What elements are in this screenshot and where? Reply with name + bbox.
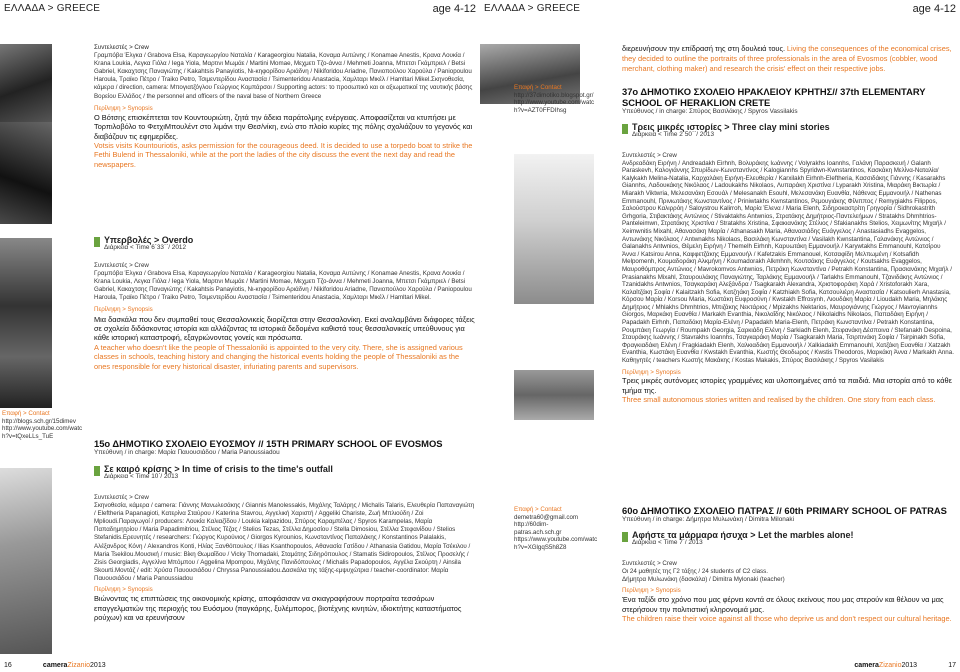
contact-url[interactable]: http://60dim-patras.ach.sch.gr xyxy=(514,521,562,536)
photo-film1-a xyxy=(0,44,52,122)
school4-title: 37ο ΔΗΜΟΤΙΚΟ ΣΧΟΛΕΙΟ ΗΡΑΚΛΕΙΟΥ ΚΡΗΤΗΣ// 37th ELEMENTARY SCHOOL OF HERAKLION CRETE xyxy=(622,86,926,108)
film2-marker xyxy=(94,237,100,247)
film4-synopsis-en: Three small autonomous stories written and realised by the children. One story from each class. xyxy=(622,395,936,405)
right-year: 2013 xyxy=(901,662,918,669)
film4-head xyxy=(632,123,954,139)
film5-crew-label: Συντελεστές > Crew xyxy=(622,560,677,567)
right-continuation-gr: διερευνήσουν την επίδρασή της στη δουλειά τους. xyxy=(622,44,786,53)
film2-synopsis-gr: Μια δασκάλα που δεν συμπαθεί τους Θεσσαλονικείς διορίζεται στην Θεσσαλονίκη. Εκεί αναλαμβάνει διάφορες τάξεις σε σχολεία διδάσκοντας ιστορία και αλλάζοντας τα ιστορικά δεδομένα καθιστά τους θεσσαλονικείς υπεύθυνους για κάθε ιστορική καταστροφή, εξαγριώνοντας γονείς και πρόσωπα. xyxy=(94,314,475,343)
film5-synopsis-label: Περίληψη > Synopsis xyxy=(622,587,681,595)
contact-url[interactable]: h?v=tQxeLLs_TuE xyxy=(2,432,54,440)
film3-text xyxy=(94,494,476,622)
right-contact-1 xyxy=(514,84,594,114)
contact-url[interactable]: http://blogs.sch.gr/15dimev xyxy=(2,417,76,425)
school5-incharge: Υπεύθυνη / in charge: Δήμητρα Μυλωνάκη / Dimitra Milonaki xyxy=(622,516,794,523)
school5-block xyxy=(622,505,954,524)
left-contact xyxy=(2,410,83,440)
film2-crew-text: Γραμπόβα Έλγκα / Grabova Elsa, Καραγεωργίου Ναταλία / Karageorgiou Natalia, Κοναμα Αυτώνης / Konamae Anestis, Κρανα Λουκία / Krana Loukia, Λεγκα Γιόλα / Ιega Yiola, Μαρτινι Μωμάε / Martini Momae, Μεχμετι Τζο-άννα / Mehmeti Joanna, Μπετσι Γκάμπριελ / Betsi Gabriel, Κακαχτσης Παναγιώτης / Kakahtsis Panayiotis, Νι-κηφορίδου Αριάδνη / Nikiforidou Ariadne, Πανιοπούλου Χαρούλα / Paniopoulou Haroula, Τραϊκο Πέτρο / Traiko Petro, Τσιμεντερίδου Αναστασία / Tsimenteridou Anastacia, Χαμλταρι Μικέλ / Hamltari Mikel. xyxy=(94,270,472,302)
film2-synopsis-label: Περίληψη > Synopsis xyxy=(94,306,153,314)
film3-synopsis-gr: Βιώνοντας τις επιπτώσεις της οικονομικής κρίσης, αποφάσισαν να σκιαγραφήσουν πορτραίτα τεσσάρων επαγγελματιών της περιοχής του Ευόσμου (παγκάρης, ξυλέμπορος, βιοτέχνης κινητών, ιδιοκτήτης καταστήματος ρούχων) και να ερευνήσουν xyxy=(94,594,462,622)
film5-title: Αφήστε τα μάρμαρα ήσυχα > Let the marbles alone! xyxy=(632,530,854,540)
film1-synopsis-en: Votsis visits Kountouriotis, asks permission for the courageous deed. It is decided to use a torpedo boat to strike the Fethi Bulend in Thessaloniki, while at the port the ladies of the city discuss the event the next day and read the newspapers. xyxy=(94,140,473,169)
contact-url[interactable]: h?v=XGlgqS5h8Z8 xyxy=(514,543,567,551)
film3-synopsis-label: Περίληψη > Synopsis xyxy=(94,586,153,594)
left-year: 2013 xyxy=(90,662,106,669)
right-page-number: 17 xyxy=(948,662,956,669)
photo-film3 xyxy=(0,468,52,654)
film2-duration: Διάρκεια < Time 6΄33΄΄/ 2012 xyxy=(104,244,187,252)
contact-url[interactable]: http://37dimotiko.blogspot.gr/ xyxy=(514,91,594,99)
right-brand-a: camera xyxy=(854,662,879,669)
film3-head xyxy=(104,465,476,481)
right-page xyxy=(480,0,960,672)
contact-label: Επαφή > Contact xyxy=(2,410,50,417)
school3-incharge: Υπεύθυνη / in charge: Μαρία Παυουσιάδου / Maria Panoussiadou xyxy=(94,449,280,456)
school3-block xyxy=(94,438,476,457)
photo-school4 xyxy=(514,154,594,304)
film4-crew-label: Συντελεστές > Crew xyxy=(622,152,677,159)
left-footer xyxy=(4,662,106,669)
left-brand-b: Zizanio xyxy=(67,662,91,669)
contact-url[interactable]: http://www.youtube.com/watc xyxy=(2,425,83,433)
film4-synopsis-label: Περίληψη > Synopsis xyxy=(622,368,681,376)
film4-title: Τρεις μικρές ιστορίες > Three clay mini stories xyxy=(632,122,830,132)
film1-synopsis-gr: Ο Βότσης επισκέπτεται τον Κουντουριώτη, ζητά την άδεια παράτολμης ενέργειας. Αποφασίζεται να κτυπήσει με Τορπιλοβόλο το ΦετχιΜπουλέντ στο λιμάνι την Θεσ/νίκη, ενώ στο πλοίο κυρίες της πόλης σχολιάζουν το γεγονός και διαβάζουν τις εφημερίδες. xyxy=(94,112,473,141)
school3-title: 15ο ΔΗΜΟΤΙΚΟ ΣΧΟΛΕΙΟ ΕΥΟΣΜΟΥ // 15TH PRIMARY SCHOOL OF EVOSMOS xyxy=(94,438,443,449)
contact-email[interactable]: demetra60@gmail.com xyxy=(514,513,579,521)
film4-text xyxy=(622,152,954,404)
film3-crew-label: Συντελεστές > Crew xyxy=(94,494,149,501)
film5-marker xyxy=(622,532,628,542)
film4-crew-text: Ανδρεαδάκη Ειρήνη / Andreadakh Eirhnh, Βολυράκης Ιωάννης / Volyrakhs Ioannhs, Γαλάνη Παρασκευή / Galanh Paraskevh, Καλογιάννης Σπυρίδων-Κωνσταντίνος / Kalogiannhs Spyridwn-Kwnstantinos, Κασκάκη Μελίνα-Ναταλία/ Kalykakh Melina-Natalia, Καρχαλάκη Ειρήνη-Ελευθερία / Karxilakh Eirhnh-Eleftheria, Κασσιδάκης Γιάννης / Kasarakhs Giannhs, Λαδουκάκης Νικόλαος / Ladoukakhs Nikolaos, Λυπαράκη Χριστίνα / Lyparakh Xristina, Μιαράκη Βικτωρία / Miarakh Viktwria, Μελεσανάκη Εσουάλ / Melesanakh Esouhl, Μελεσανάκη Ευανθία, Νάθενας Εμμανουήλ / Nathenas Emmanouhl, Πρινιωτάκης Κωνσταντίνος / Priniwtakhs Kwnstantinos, Ρεμουγιάκης Φίλιππος / Remygiakhs Filippos, Σαλούστρου Καλιρρόη / Saloystrou Kalirroh, Μαρία Έλενα / Maria Elenh, Σιδηροκαστρίτη Γρηγορία / Sidhrokastrith Grhgoria, Στιβακτάκης Αντώνιος / Stivaktakhs Antwnios, Στρατάκης Δημήτριος-Παντελεήμων / Stratakhs Dhmhtrios-Panteleimwn, Στρατάκης Χριστίνα / Stratakhs Xristina, Σφακιανάκης Στέλιος / Sfakianakhs Stelios, Χειμωνίτης Μιχαήλ / Xeimwnitis Mixahl, Αθανασάκη Μαρία / Athanasakh Maria, Αθανασιάδης Ευάγγελος / Anastasiadhs Evaggelos, Αντωνάκης Νικόλαος / Antwnakhs Nikolaos, Βασιλάκη Κωνσταντίνα / Vasilakh Kwnstantina, Γαλανάκης Αντώνιος / Galanakhs Antwnios, Θέμελη Ειρήνη / Themelh Eirhnh, Καρυωτάκη Εμμανουήλ / Karywtakhs Emmanouhl, Κατσίρου Άννα / Katsirou Anna, Καφφετζάκης Εμμανουήλ / Kafetzakis Emmanouel, Κοτσαφίδη Μελπωμένη / Kotsafidh Melpomenh, Κουμαδοράκη Αλκμήνη / Koumadorakh Alkmhnh, Κουτσάκης Ευάγγελος / Koutsakhs Evaggelos, Μαυροθόμπρος Αντώνιος / Mavrokomvos Antwnios, Πετράκη Κωνσταντίνα / Petrakh Konstantina, Πρασιανάκης Μιχαήλ / Prasianakhs Mixahl, Σταυρουλάκης Παναγιώτης, Ταρλάκης Εμμανουήλ / Tarlakhs Emmanouhl, Τζανιδάκης Αντώνιος / Tzanidakhs Antwnios, Τσαγκαράκη Αλεξάνδρα / Tsagkarakh Alexandra, Χριστοφοράκη Χαρά / Xristoforakh Xara, Καλαϊτζάκη Σοφία / Kalaitzakh Sofia, Κατζηάκη Σοφία / Katzhiakh Sofia, Κατσουλιέρη Αναστασία / Katsoulierh Anastasia, Κόρσου Μαρία / Korsou Maria, Κωστάκη Ευφροσύνη / Kwstakh Effrosynh, Λιουδάκη Μαρία / Lioudakh Maria, Μηλάκης Δημήτριος / Mhlakhs Dhmhtrios, Μπιζάκης Νεκτάριος / Mpizakhs Nektarios, Μαυρογιάννης Γιώργος / Mavroyiannhs Giorgos, Μαρκάκη Ευανθία / Markakh Evanthia, Νικολαΐδης Νικόλαος / Nikolaidhs Nikolaos, Παπαδάκη Ειρήνη / Papadakh Eirhnh, Παπαδάκη Μαρία-Ελένη / Papadakh Maria-Elenh, Πετράκη Κωνσταντίνα / Petrakh Konstantina, Ρουμπάκη Γεωργία / Roumpakh Georgia, Σαρκιάδη Ελένη / Sarkiadh Elenh, Στεφανάκη Δέσποινα / Stefanakh Despoina, Σταυράκης Ιωάννης / Stavrakhs Ioannhs, Τσαγκαράκη Μαρία / Tsagkarakh Maria, Τσιρπινάκη Σοφία / Tsirpinakh Sofia, Φραγκιαδάκη Ελένη / Fragkiadakh Elenh, Χαλκιαδάκη Εμμανουήλ / Xalkiadakh Emmanouhl, Χατζάκη Ευανθία / Xatzakh Evanthia, Κωστάκη Ευανθία / Kwstakh Evanthia, Κωστής Θεοδωρος / Kwstis Theodoros, Μαρκάκη Άννα / Markakh Anna. Καθηγητές / teachers Κωστής Μακάκης / Kostas Makakis, Σπύρος Βασιλάκης / Spyros Vasilakis xyxy=(622,159,954,365)
left-header-band xyxy=(0,0,480,18)
film5-text xyxy=(622,560,954,624)
left-brand-a: camera xyxy=(42,662,68,669)
right-country-title: ΕΛΛΑΔΑ > GREECE xyxy=(484,3,581,14)
film1-crew-label: Συντελεστές > Crew xyxy=(94,44,149,51)
right-age-label: age 4-12 xyxy=(912,3,956,15)
contact-label: Επαφή > Contact xyxy=(514,506,562,513)
film3-duration: Διάρκεια < Time 10΄/ 2013 xyxy=(104,473,179,481)
contact-url[interactable]: h?v=AZT0FFDIhsg xyxy=(514,106,567,114)
photo-film1-b xyxy=(0,122,52,224)
film1-synopsis-label: Περίληψη > Synopsis xyxy=(94,104,153,112)
film3-crew-text: Σκηνοθεσία, κάμερα / camera: Γιάννης Μανωλεσάκης / Giannis Manolessakis, Μιχάλης Ταλάρης / Michalis Talaris, Ελευθερία Παπαναγιώτη / Eleftheria Papanagioti, Κατερίνα Σταύρου / Katerina Stavrou, Αγγελική Χαριστή / Aggeliki Chariste, Ζωή Μπλιούδη / Zoi Mplioudi.Παραγωγοί / producers: Λουκία Καλιαζίδου / Loukia kalpazidou, Σπύρος Καραμπέλας / Spyros Karampelas, Μαρία Παπαδημητρίου / Maria Papadimitriou, Στέλιος Τέζας / Stelios Tezas, Στέλλα Δημοσίου / Stella Dimosiou, Στέλλα Στεφανίδου / Stelios Stefanidis.Ερευνητές / researchers: Γιώργος Κυρούνιος / Giorgos Kyrounios, Κωνσταντίνος Παπαλάκης / Konstantinos Palalakis, Αλέξανδρος Κόνη / Alexandros Konti, Ηλίας Ξανθόπουλος / Ilias Ksanthopoulos, Αθανασία Γατίδου / Athanasia Gatidou, Μαρία Τσέκιλου / Maria Tsekilou.Μουσική / music: Βίκη Θωμαΐδου / Vicky Thomadaki, Σταμάτης Σιδηρόπουλος / Stamatis Sidiropoulos, Στέλιος Προσελής / Zisis Georgiadis, Αγγελίνα Μπόμπου / Aggelina Mpompou, Μιχάλης Πανιδόπουλος / Michalis Papadopoulos, Αγγέλα Σκούρτη / Ainsila Skourti.Μοντάζ / edit: Χρύσα Παυουσιάδου / Chryssa Panoussiadou.Δασκάλα της τάξης-εμψυχώτρια / teacher-coordinator: Μαρία Παυουσιάδου / Maria Panoussiadou xyxy=(94,502,475,582)
photo-school5 xyxy=(514,370,594,420)
film2-synopsis-en: A teacher who doesn't like the people of Thessaloniki is appointed to the very city. There, she is assigned various classes in schools, teaching history and changing the historical events holding the people of Thessaloniki as the ones responsible for every historical disaster, infuriating parents and supervisors. xyxy=(94,342,463,371)
right-header-band xyxy=(480,0,960,18)
right-contact-2 xyxy=(514,506,598,552)
right-brand-b: Zizanio xyxy=(878,662,902,669)
school5-title: 60ο ΔΗΜΟΤΙΚΟ ΣΧΟΛΕΙΟ ΠΑΤΡΑΣ // 60th PRIMARY SCHOOL OF PATRAS xyxy=(622,505,947,516)
photo-film2 xyxy=(0,238,52,408)
film3-marker xyxy=(94,466,100,476)
film2-block xyxy=(104,236,476,252)
film4-duration: Διάρκεια < Time 2΄50΄΄/ 2013 xyxy=(632,131,715,139)
film5-teacher: Δήμητρα Μυλωνάκη (δασκάλα) / Dimitra Mylonaki (teacher) xyxy=(622,576,785,584)
film4-marker xyxy=(622,124,628,134)
left-country-title: ΕΛΛΑΔΑ > GREECE xyxy=(4,3,101,14)
film4-synopsis-gr: Τρεις μικρές αυτόνομες ιστορίες γραμμένες και υλοποιημένες από τα παιδιά. Μια ιστορία από το κάθε τμήμα της. xyxy=(622,376,952,395)
right-footer xyxy=(854,662,956,669)
film1-crew-text: Γραμπόβα Έλγκα / Grabova Elsa, Καραγεωργίου Ναταλία / Karageorgiou Natalia, Κοναμα Αυτώνης / Konamae Anestis, Κρανα Λουκία / Krana Loukia, Λεγκα Γιόλα / Ιega Yiola, Μαρτινι Μωμάε / Martini Momae, Μεχμετι Τζο-άννα / Mehmeti Joanna, Μπετσι Γκάμπριελ / Betsi Gabriel, Κακαχτσης Παναγιώτης / Kakahtsis Panayiotis, Νι-κηφορίδου Αριάδνη / Nikiforidou Ariadne, Πανιοπούλου Χαρούλα / Paniopoulou Haroula, Τραϊκο Πέτρο / Traiko Petro, Τσιμεντερίδου Αναστασία / Tsimenteridou Anastacia, Χαμλταρι Μικέλ / Hamltari Mikel.Σκηνοθεσία, κάμερα / direction, camera: Μπογιατζόγλου Γεώργιος Κομπάρσοι / Supporting actors: το προσωπικό και οι αξιωματικοί της ναυτικής βάσης Βορείου Ελλάδος / the personnel and officers of the naval base of Northern Greece xyxy=(94,52,473,100)
film5-duration: Διάρκεια < Time 7΄/ 2013 xyxy=(632,539,703,547)
film5-crew-text: Οι 24 μαθητές της Γ2 τάξης / 24 students of C2 class. xyxy=(622,568,768,576)
contact-url[interactable]: https://www.youtube.com/watc xyxy=(514,536,598,544)
right-continuation-en: Living the consequences of the economical crises, they decided to outline the portraits of three professionals in the area of Evosmos (cobbler, wood merchant, clothing maker) and research the crisis' effect on their respective jobs. xyxy=(622,44,952,74)
left-text-column xyxy=(94,44,476,169)
film5-head xyxy=(632,531,954,547)
right-top-text xyxy=(622,44,954,74)
left-age-label: age 4-12 xyxy=(432,3,476,15)
contact-url[interactable]: http://www.youtube.com/watc xyxy=(514,99,595,107)
film5-synopsis-gr: Ένα ταξίδι στο χρόνο που μας φέρνει κοντά σε όλους εκείνους που μας στερούν και θέλουν να μας στερήσουν την πολιτιστική κληρονομιά μας. xyxy=(622,595,944,614)
film2-crew-label: Συντελεστές > Crew xyxy=(94,262,149,269)
film3-title: Σε καιρό κρίσης > In time of crisis to the time's outfall xyxy=(104,464,333,474)
film2-text xyxy=(94,262,476,371)
left-page-number: 16 xyxy=(4,662,12,669)
school4-block xyxy=(622,86,954,116)
contact-label: Επαφή > Contact xyxy=(514,84,562,91)
film2-title: Υπερβολές > Overdo xyxy=(104,235,194,245)
school4-incharge: Υπεύθυνος / in charge: Σπύρος Βασιλάκης / Spyros Vassilakis xyxy=(622,108,798,115)
film5-synopsis-en: The children raise their voice against all those who deprive us and don't respect our cultural heritage. xyxy=(622,614,952,624)
